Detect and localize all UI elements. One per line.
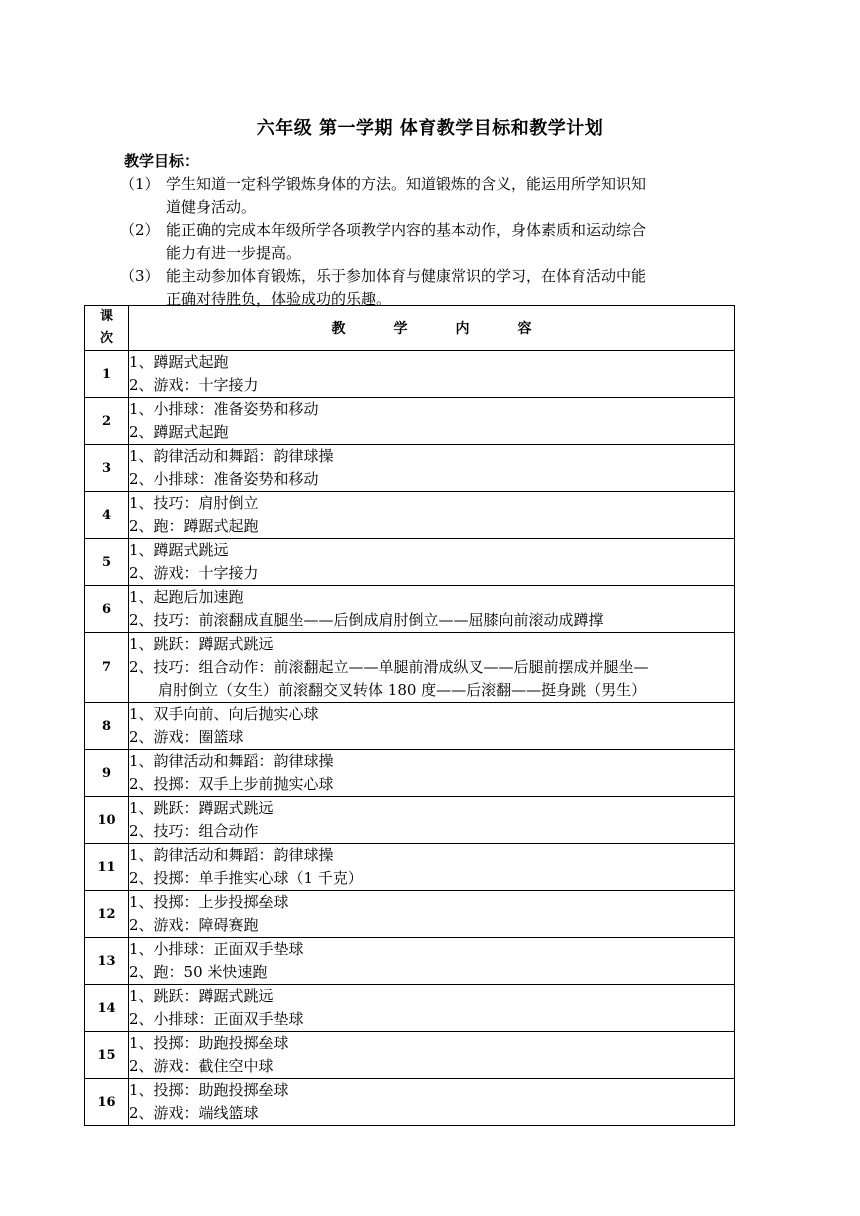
content-line: 1、小排球：正面双手垫球	[129, 940, 304, 958]
content-line: 1、小排球：准备姿势和移动	[129, 400, 319, 418]
content-line: 1、韵律活动和舞蹈：韵律球操	[129, 447, 334, 465]
content-line: 2、游戏：端线篮球	[129, 1104, 259, 1122]
lesson-content	[129, 586, 735, 633]
goal-item-2	[120, 219, 734, 265]
lesson-content	[129, 844, 735, 891]
lesson-number: 16	[85, 1079, 129, 1126]
goal-line: 能主动参加体育锻炼，乐于参加体育与健康常识的学习，在体育活动中能	[166, 267, 647, 285]
table-row	[85, 539, 735, 586]
table-row	[85, 1032, 735, 1079]
goal-number: （3）	[120, 267, 160, 285]
lesson-number: 8	[85, 703, 129, 750]
content-line: 1、蹲踞式跳远	[129, 541, 229, 559]
content-line: 2、游戏：十字接力	[129, 564, 259, 582]
lesson-number: 7	[85, 633, 129, 703]
lesson-number: 14	[85, 985, 129, 1032]
content-line: 2、技巧：组合动作：前滚翻起立——单腿前滑成纵叉——后腿前摆成并腿坐—	[129, 658, 649, 676]
lesson-content	[129, 539, 735, 586]
lesson-number: 4	[85, 492, 129, 539]
table-row	[85, 633, 735, 703]
goals-heading: 教学目标：	[124, 152, 200, 170]
table-row	[85, 797, 735, 844]
content-line: 1、韵律活动和舞蹈：韵律球操	[129, 846, 334, 864]
table-row	[85, 938, 735, 985]
lesson-content	[129, 985, 735, 1032]
content-line: 2、游戏：圈篮球	[129, 728, 244, 746]
lesson-content	[129, 398, 735, 445]
content-line: 2、投掷：单手推实心球（1 千克）	[129, 869, 363, 887]
lesson-number: 15	[85, 1032, 129, 1079]
content-line: 1、韵律活动和舞蹈：韵律球操	[129, 752, 334, 770]
lesson-number: 1	[85, 351, 129, 398]
content-line: 1、跳跃：蹲踞式跳远	[129, 799, 274, 817]
goal-line: 道健身活动。	[166, 198, 257, 216]
lesson-content	[129, 938, 735, 985]
goal-number: （1）	[120, 175, 160, 193]
content-line: 2、游戏：十字接力	[129, 376, 259, 394]
content-line: 1、蹲踞式起跑	[129, 353, 229, 371]
content-line: 1、技巧：肩肘倒立	[129, 494, 259, 512]
table-row	[85, 445, 735, 492]
table-body	[85, 351, 735, 1126]
header-char: 次	[99, 331, 113, 346]
lesson-content	[129, 1079, 735, 1126]
lesson-content	[129, 750, 735, 797]
header-char: 学	[393, 321, 408, 337]
lesson-content	[129, 633, 735, 703]
header-char: 容	[517, 321, 532, 337]
table-row	[85, 985, 735, 1032]
lesson-content	[129, 1032, 735, 1079]
table-row	[85, 351, 735, 398]
content-line: 1、投掷：上步投掷垒球	[129, 893, 289, 911]
content-line: 1、双手向前、向后抛实心球	[129, 705, 319, 723]
table-row	[85, 492, 735, 539]
table-row	[85, 398, 735, 445]
content-line: 2、小排球：准备姿势和移动	[129, 470, 319, 488]
lesson-number: 3	[85, 445, 129, 492]
lesson-content	[129, 492, 735, 539]
page-title: 六年级 第一学期 体育教学目标和教学计划	[256, 118, 604, 139]
header-char: 课	[99, 309, 113, 324]
table-row	[85, 891, 735, 938]
lesson-number: 6	[85, 586, 129, 633]
lesson-number: 10	[85, 797, 129, 844]
lesson-content	[129, 445, 735, 492]
goal-item-1	[120, 173, 734, 219]
lesson-number-header	[85, 306, 129, 351]
content-line: 1、投掷：助跑投掷垒球	[129, 1081, 289, 1099]
content-line: 1、起跑后加速跑	[129, 588, 244, 606]
goal-line: 能正确的完成本年级所学各项教学内容的基本动作，身体素质和运动综合	[166, 221, 647, 239]
content-line: 2、跑：50 米快速跑	[129, 963, 268, 981]
content-header	[129, 306, 735, 351]
goal-line: 正确对待胜负，体验成功的乐趣。	[166, 290, 392, 308]
teaching-goals	[120, 150, 734, 311]
lesson-number: 2	[85, 398, 129, 445]
lesson-content	[129, 351, 735, 398]
lesson-plan-table	[84, 305, 735, 1126]
content-line: 1、跳跃：蹲踞式跳远	[129, 987, 274, 1005]
content-line: 2、小排球：正面双手垫球	[129, 1010, 304, 1028]
content-line: 1、跳跃：蹲踞式跳远	[129, 635, 274, 653]
content-line: 2、游戏：截住空中球	[129, 1057, 274, 1075]
content-line: 2、投掷：双手上步前抛实心球	[129, 775, 334, 793]
content-line: 1、投掷：助跑投掷垒球	[129, 1034, 289, 1052]
header-char: 教	[331, 321, 346, 337]
table-row	[85, 844, 735, 891]
lesson-content	[129, 891, 735, 938]
table-header-row	[85, 306, 735, 351]
content-line: 肩肘倒立（女生）前滚翻交叉转体 180 度——后滚翻——挺身跳（男生）	[158, 681, 647, 699]
lesson-number: 5	[85, 539, 129, 586]
table-row	[85, 750, 735, 797]
lesson-number: 11	[85, 844, 129, 891]
content-line: 2、技巧：前滚翻成直腿坐——后倒成肩肘倒立——屈膝向前滚动成蹲撑	[129, 611, 604, 629]
table-row	[85, 1079, 735, 1126]
lesson-number: 9	[85, 750, 129, 797]
lesson-content	[129, 703, 735, 750]
lesson-number: 13	[85, 938, 129, 985]
header-char: 内	[455, 321, 470, 337]
goal-line: 能力有进一步提高。	[166, 244, 302, 262]
table-row	[85, 703, 735, 750]
lesson-content	[129, 797, 735, 844]
content-line: 2、技巧：组合动作	[129, 822, 259, 840]
goal-number: （2）	[120, 221, 160, 239]
goal-line: 学生知道一定科学锻炼身体的方法。知道锻炼的含义，能运用所学知识知	[166, 175, 647, 193]
content-line: 2、跑：蹲踞式起跑	[129, 517, 259, 535]
content-line: 2、游戏：障碍赛跑	[129, 916, 259, 934]
content-line: 2、蹲踞式起跑	[129, 423, 229, 441]
table-row	[85, 586, 735, 633]
lesson-number: 12	[85, 891, 129, 938]
